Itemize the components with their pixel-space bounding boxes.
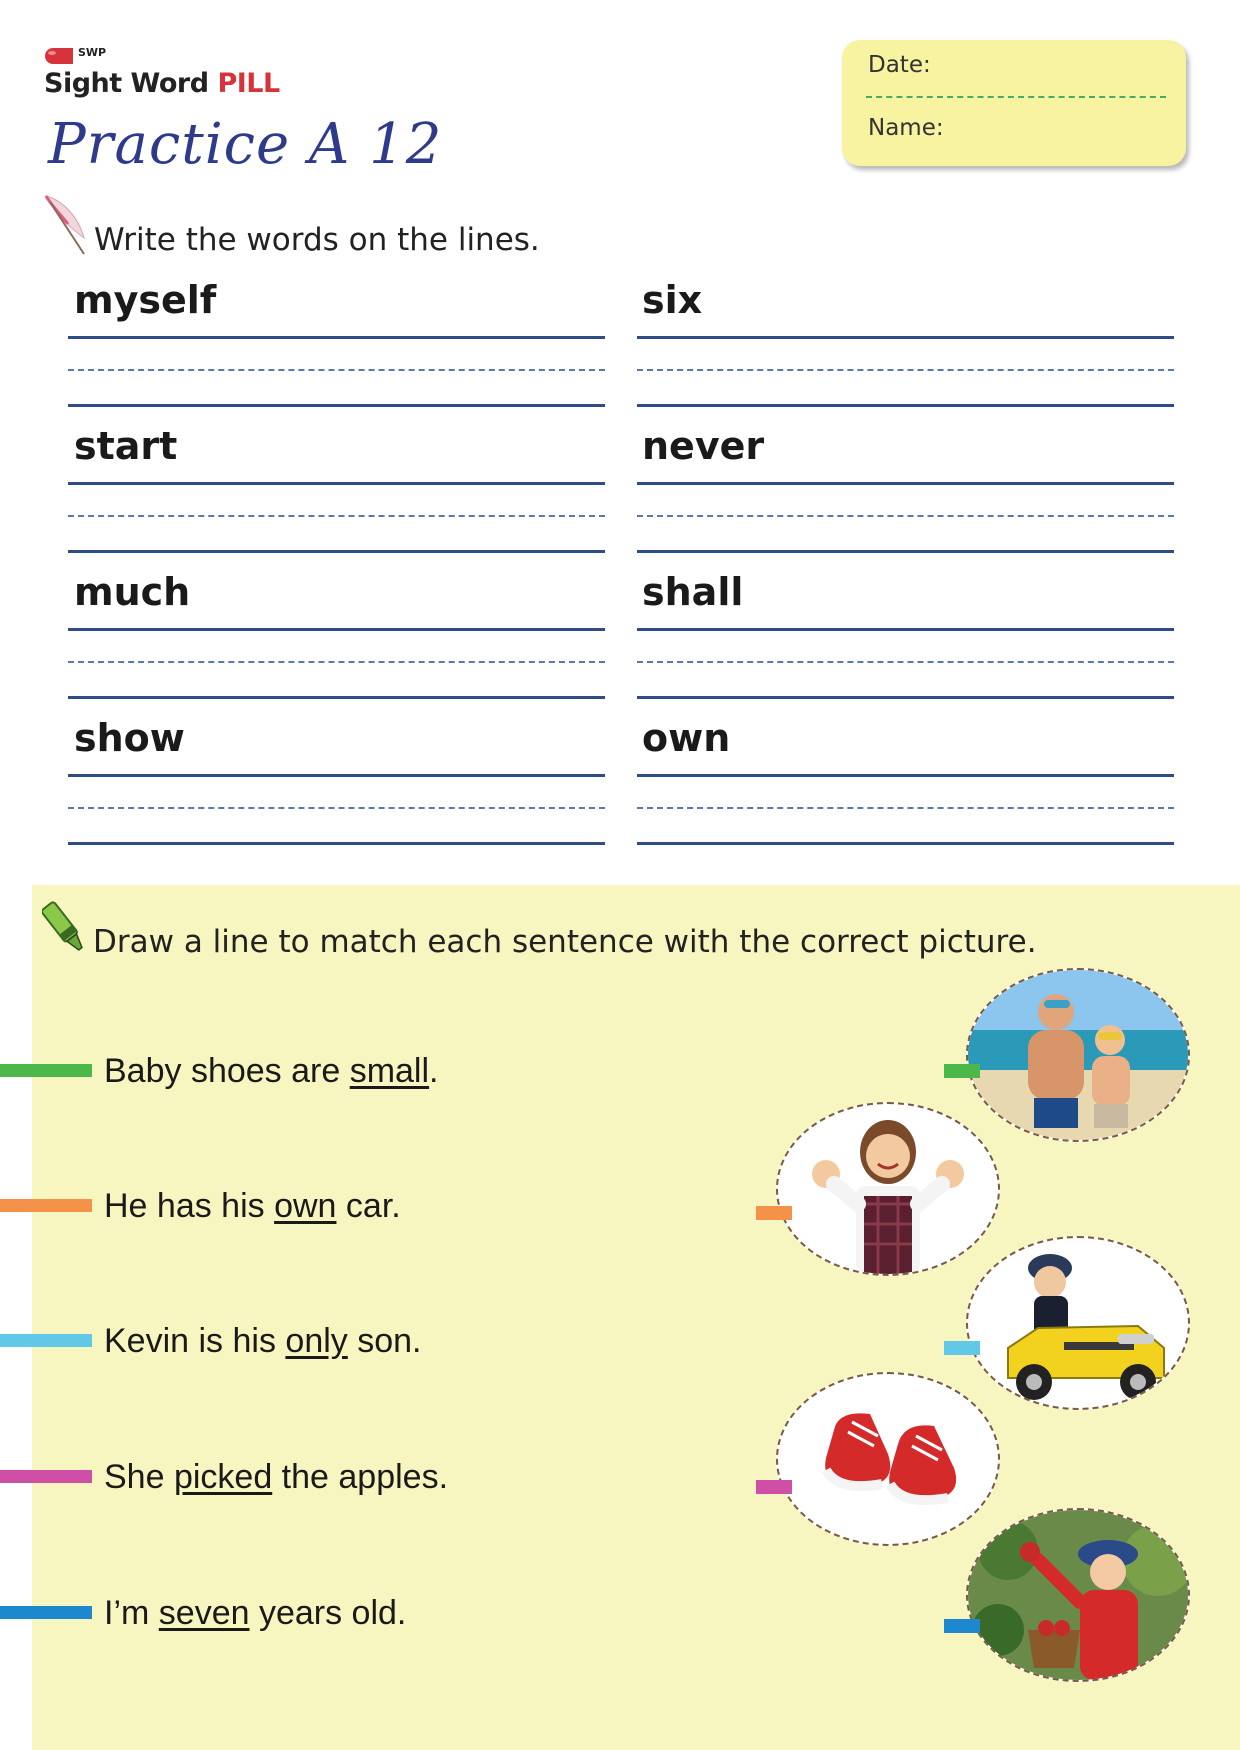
sentence-1-keyword: small	[349, 1052, 430, 1090]
sentence-1: Baby shoes are small.	[104, 1052, 439, 1090]
picture-smiling-girl[interactable]	[776, 1102, 1000, 1276]
writing-line[interactable]	[68, 336, 605, 339]
word-own: own	[642, 716, 731, 760]
word-shall: shall	[642, 570, 744, 614]
match-instruction: Draw a line to match each sentence with the correct picture.	[93, 924, 1037, 960]
sentence-5: I’m seven years old.	[104, 1594, 407, 1632]
writing-line[interactable]	[68, 842, 605, 845]
picture-boy-in-toy-car[interactable]	[966, 1236, 1190, 1410]
picture-dot-magenta[interactable]	[756, 1480, 792, 1494]
logo-badge: SWP	[78, 46, 107, 59]
beach-photo-icon	[968, 970, 1188, 1140]
writing-line[interactable]	[637, 774, 1174, 777]
logo-text	[44, 68, 280, 99]
match-dot-blue[interactable]	[0, 1606, 92, 1619]
sentence-3-keyword: only	[285, 1322, 348, 1360]
writing-line[interactable]	[68, 774, 605, 777]
writing-guide	[68, 661, 605, 663]
writing-line[interactable]	[637, 842, 1174, 845]
marker-pen-icon	[42, 896, 88, 962]
writing-guide	[68, 515, 605, 517]
pill-logo-icon	[44, 46, 74, 66]
writing-guide	[637, 661, 1174, 663]
writing-line[interactable]	[68, 404, 605, 407]
writing-line[interactable]	[68, 550, 605, 553]
red-shoes-photo-icon	[778, 1374, 998, 1544]
picture-baby-shoes[interactable]	[776, 1372, 1000, 1546]
logo-prefix: Sight Word	[44, 68, 218, 99]
write-instruction: Write the words on the lines.	[94, 222, 540, 258]
writing-line[interactable]	[637, 336, 1174, 339]
writing-line[interactable]	[68, 482, 605, 485]
girl-photo-icon	[778, 1104, 998, 1274]
date-name-box	[842, 40, 1186, 166]
writing-guide	[68, 369, 605, 371]
writing-line[interactable]	[637, 482, 1174, 485]
page-title: Practice A 12	[48, 112, 443, 177]
word-start: start	[74, 424, 178, 468]
sentence-5-keyword: seven	[158, 1594, 250, 1632]
writing-line[interactable]	[637, 550, 1174, 553]
picture-father-and-son-at-beach[interactable]	[966, 968, 1190, 1142]
picture-dot-cyan[interactable]	[944, 1341, 980, 1355]
picture-dot-orange[interactable]	[756, 1206, 792, 1220]
sentence-4: She picked the apples.	[104, 1458, 449, 1496]
sentence-4-keyword: picked	[173, 1458, 273, 1496]
picture-girl-picking-apples[interactable]	[966, 1508, 1190, 1682]
writing-line[interactable]	[637, 404, 1174, 407]
writing-guide	[637, 369, 1174, 371]
match-dot-magenta[interactable]	[0, 1470, 92, 1483]
match-dot-green[interactable]	[0, 1064, 92, 1077]
toy-car-photo-icon	[968, 1238, 1188, 1408]
picture-dot-green[interactable]	[944, 1064, 980, 1078]
word-six: six	[642, 278, 703, 322]
word-never: never	[642, 424, 765, 468]
writing-line[interactable]	[68, 696, 605, 699]
apple-picking-photo-icon	[968, 1510, 1188, 1680]
writing-guide	[68, 807, 605, 809]
info-divider	[866, 96, 1166, 98]
writing-line[interactable]	[637, 696, 1174, 699]
sentence-3: Kevin is his only son.	[104, 1322, 422, 1360]
writing-guide	[637, 807, 1174, 809]
feather-icon	[40, 192, 92, 262]
sentence-2: He has his own car.	[104, 1187, 401, 1225]
writing-line[interactable]	[637, 628, 1174, 631]
date-label: Date:	[868, 52, 931, 78]
match-dot-orange[interactable]	[0, 1199, 92, 1212]
writing-line[interactable]	[68, 628, 605, 631]
picture-dot-blue[interactable]	[944, 1619, 980, 1633]
word-myself: myself	[74, 278, 217, 322]
logo-brand: PILL	[217, 68, 280, 99]
name-label: Name:	[868, 115, 944, 141]
match-dot-cyan[interactable]	[0, 1334, 92, 1347]
word-much: much	[74, 570, 191, 614]
word-show: show	[74, 716, 185, 760]
sentence-2-keyword: own	[274, 1187, 337, 1225]
writing-guide	[637, 515, 1174, 517]
